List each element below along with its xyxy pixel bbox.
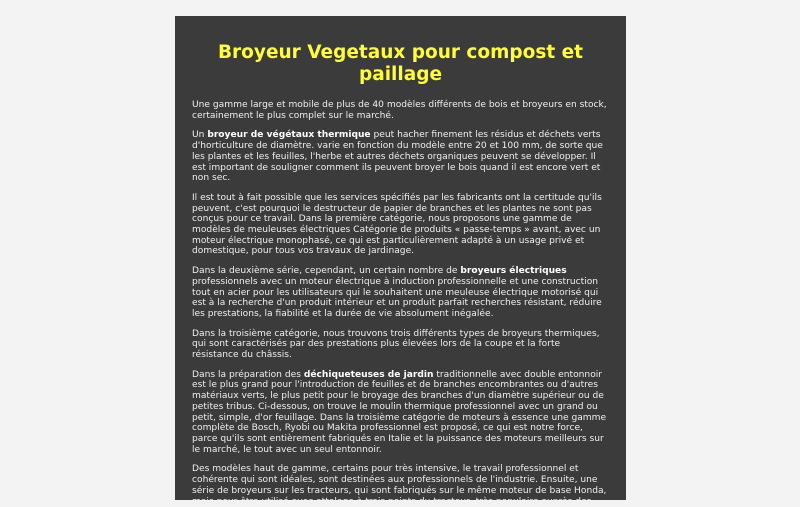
article-panel	[175, 16, 626, 507]
paragraph-electric-shredders	[192, 266, 609, 320]
paragraph-third-category: Dans la troisième catégorie, nous trouvons trois différents types de broyeurs thermiques, qui sont caractérisés par des prestations plus élevées lors de la coupe et la forte résistance du châssis.	[192, 328, 600, 361]
bold-term-electric-shredders: broyeurs électriques	[460, 266, 567, 277]
article-content	[175, 16, 626, 507]
paragraph-text: Un	[192, 130, 208, 141]
bold-term-thermal-shredder: broyeur de végétaux thermique	[207, 130, 371, 141]
paragraph-text: Dans la préparation des	[192, 369, 304, 380]
page-title: Broyeur Vegetaux pour compost et paillage	[217, 42, 584, 85]
paragraph-garden-shredders	[192, 370, 609, 456]
paragraph-text: professionnels avec un moteur électrique à induction professionnelle et une construction tout en acier pour les utilisateurs qui le souhaitent une meuleuse électrique motorisé qui est à la recherche d'un produit intérieur et un produit parfait recherches résistant, réduire les prestations, la fiabilité et la durée de vie absolument inégalée.	[192, 276, 602, 319]
paragraph-first-category: Il est tout à fait possible que les services spécifiés par les fabricants ont la certitude qu'ils peuvent, c'est pourquoi le destructeur de papier de branches et les plantes ne sont pas conçus pour ce travail. Dans la première catégorie, nous proposons une gamme de modèles de meuleuses électriques Catégorie de produits « passe-temps » avant, avec un moteur électrique monophasé, ce qui est particulièrement adapté à un usage privé et domestique, pour tous vos travaux de jardinage.	[192, 192, 602, 257]
paragraph-high-end-models: Des modèles haut de gamme, certains pour très intensive, le travail professionnel et cohérente qui sont idéales, sont destinées aux professionnels de l'industrie. Ensuite, une série de broyeurs sur les tracteurs, qui sont fabriqués sur le même moteur de base Honda, mais pour être utilisé avec attelage à trois points du tracteur, très populaire auprès des	[192, 464, 607, 507]
bold-term-garden-shredders: déchiqueteuses de jardin	[303, 369, 434, 380]
paragraph-text: traditionnelle avec double entonnoir est le plus grand pour l'introduction de feuilles et de branches encombrantes ou d'autres matériaux verts, le plus petit pour le broyage des branches d'un diamètre supérieur ou de petites tribus. Ci-dessous, on trouve le moulin thermique professionnel avec un grand ou petit, simple, d'or feuillage. Dans la troisième catégorie de moteurs à essence une gamme complète de Bosch, Ryobi ou Makita professionnel est proposé, ce qui est notre force, parce qu'ils sont entièrement fabriqués en Italie et la puissance des moteurs meilleurs sur le marché, le tout avec un seul entonnoir.	[192, 369, 607, 455]
paragraph-text: peut hacher finement les résidus et déchets verts d'horticulture de diamètre. varie en fonction du modèle entre 20 et 100 mm, de sorte que les plantes et les feuilles, l'herbe et autres déchets organiques peuvent se développer. Il est important de souligner comment ils peuvent broyer le bois quand il est encore vert et non sec.	[192, 130, 603, 184]
intro-paragraph: Une gamme large et mobile de plus de 40 modèles différents de bois et broyeurs en stock, certainement le plus complet sur le marché.	[192, 100, 607, 121]
paragraph-text: Dans la deuxième série, cependant, un certain nombre de	[192, 266, 461, 277]
paragraph-thermal-shredder	[192, 130, 609, 184]
